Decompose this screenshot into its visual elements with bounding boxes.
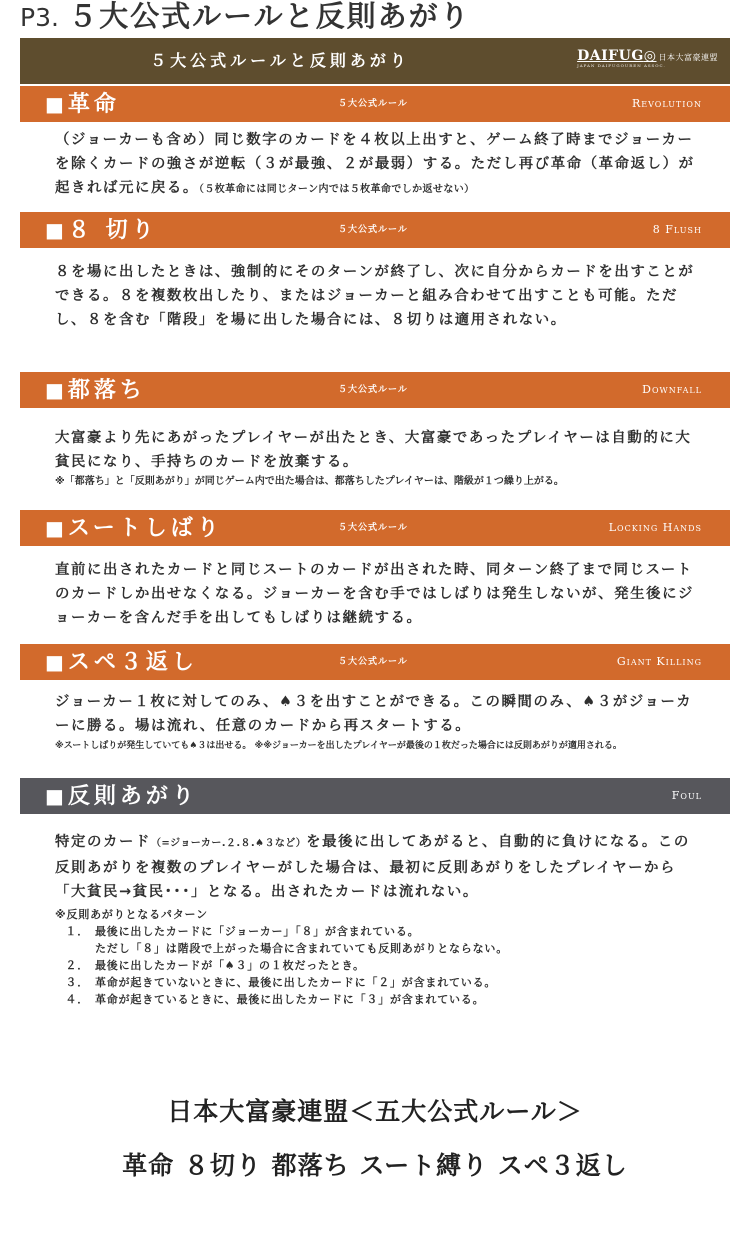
brand-sub: JAPAN DAIFUGOUREN ASSOC.: [577, 63, 666, 68]
section-tag: ５大公式ルール: [338, 99, 408, 109]
section-name: スートしばり: [67, 516, 223, 541]
list-text: ただし「８」は階段で上がった場合に含まれていても反則あがりとならない。: [95, 942, 508, 955]
brand-mark-icon: ◎: [643, 48, 657, 64]
page-heading: [20, 0, 471, 36]
section-header-foul: [20, 778, 730, 814]
pattern-title: ※反則あがりとなるパターン: [55, 908, 208, 921]
list-item: [55, 974, 705, 991]
list-text: 革命が起きているときに、最後に出したカードに「３」が含まれている。: [95, 993, 485, 1006]
section-body-giant-killing: [55, 690, 705, 754]
footer-line-2: 革命 ８切り 都落ち スート縛り スペ３返し: [122, 1151, 628, 1180]
footer-line-1: 日本大富豪連盟＜五大公式ルール＞: [167, 1097, 583, 1126]
section-text: 大富豪より先にあがったプレイヤーが出たとき、大富豪であったプレイヤーは自動的に大貧民になり、手持ちのカードを放棄する。: [55, 430, 692, 470]
list-item: [55, 991, 705, 1008]
section-english: Downfall: [642, 383, 702, 396]
section-header-locking-hands: [20, 510, 730, 546]
brand-org: 日本大富豪連盟: [658, 53, 718, 62]
section-english: Giant Killing: [616, 655, 702, 668]
section-text: （ジョーカーも含め）同じ数字のカードを４枚以上出すと、ゲーム終了時までジョーカーを除くカードの強さが逆転（３が最強、２が最弱）する。ただし再び革命（革命返し）が起きれば元に戻る。: [55, 132, 695, 196]
square-bullet-icon: ■: [45, 92, 64, 116]
section-text: ８を場に出したときは、強制的にそのターンが終了し、次に自分からカードを出すことができる。８を複数枚出したり、またはジョーカーと組み合わせて出すことも可能。ただし、８を含む「階段」を場に出した場合には、８切りは適用されない。: [55, 264, 695, 328]
list-number: [55, 940, 95, 957]
section-body-locking-hands: [55, 558, 705, 630]
page-label: P3.: [20, 3, 59, 32]
list-item: [55, 957, 705, 974]
brand-logo-text: DAIFUG: [577, 48, 644, 64]
section-small-note: （５枚革命には同じターン内では５枚革命でしか返せない）: [198, 184, 475, 195]
document-header: [20, 38, 730, 84]
section-header-8-flush: [20, 212, 730, 248]
section-name: 都落ち: [67, 378, 146, 403]
section-name: ８ 切り: [67, 218, 158, 243]
section-english: Foul: [671, 789, 702, 802]
list-item: [55, 940, 705, 957]
section-body-downfall: [55, 426, 705, 490]
section-note: ※スートしばりが発生していても♠３は出せる。 ※※ジョーカーを出したプレイヤーが最後の１枚だった場合には反則あがりが適用される。: [55, 741, 622, 751]
section-note: ※「都落ち」と「反則あがり」が同じゲーム内で出た場合は、都落ちしたプレイヤーは、階級が１つ繰り上がる。: [55, 476, 564, 487]
rules-document: [20, 38, 730, 1023]
section-tag: ５大公式ルール: [338, 657, 408, 667]
square-bullet-icon: ■: [45, 218, 64, 242]
section-body-8-flush: [55, 260, 705, 332]
section-text-b: を最後に出してあがると、自動的に負けになる。この反則あがりを複数のプレイヤーがした場合は、最初に反則あがりをしたプレイヤーから「大貧民→貧民･･･」となる。出されたカードは流れない。: [55, 834, 690, 900]
square-bullet-icon: ■: [45, 516, 64, 540]
list-item: [55, 923, 705, 940]
section-text-a: 特定のカード: [55, 834, 151, 850]
section-body-revolution: [55, 128, 705, 202]
section-tag: ５大公式ルール: [338, 523, 408, 533]
list-text: 最後に出したカードに「ジョーカー」「８」が含まれている。: [95, 925, 420, 938]
section-text: ジョーカー１枚に対してのみ、♠３を出すことができる。この瞬間のみ、♠３がジョーカーに勝る。場は流れ、任意のカードから再スタートする。: [55, 694, 693, 734]
section-text: 直前に出されたカードと同じスートのカードが出された時、同ターン終了まで同じスートのカードしか出せなくなる。ジョーカーを含む手ではしばりは発生しないが、発生後にジョーカーを含んだ手を出してもしばりは継続する。: [55, 562, 695, 626]
section-english: Locking Hands: [608, 521, 702, 534]
section-body-foul: [55, 830, 705, 1008]
list-number: ３．: [65, 976, 89, 989]
section-tag: ５大公式ルール: [338, 225, 408, 235]
section-header-downfall: [20, 372, 730, 408]
list-number: １．: [65, 925, 89, 938]
square-bullet-icon: ■: [45, 784, 64, 808]
section-text-small: （=ジョーカー.２.８.♠３など）: [150, 838, 307, 849]
section-english: 8 Flush: [652, 223, 702, 236]
square-bullet-icon: ■: [45, 650, 64, 674]
section-header-revolution: [20, 86, 730, 122]
square-bullet-icon: ■: [45, 378, 64, 402]
section-name: スペ３返し: [67, 650, 198, 675]
document-title: ５大公式ルールと反則あがり: [150, 51, 410, 70]
section-english: Revolution: [632, 97, 702, 110]
section-name: 革命: [67, 92, 120, 117]
brand-logo: [577, 48, 718, 68]
list-text: 最後に出したカードが「♠３」の１枚だったとき。: [95, 959, 365, 972]
foul-pattern-list: [55, 906, 705, 1008]
list-number: ２．: [65, 959, 89, 972]
section-header-giant-killing: [20, 644, 730, 680]
page-title: ５大公式ルールと反則あがり: [68, 0, 471, 33]
section-name: 反則あがり: [67, 784, 198, 809]
section-tag: ５大公式ルール: [338, 385, 408, 395]
list-number: ４．: [65, 993, 89, 1006]
list-text: 革命が起きていないときに、最後に出したカードに「２」が含まれている。: [95, 976, 497, 989]
